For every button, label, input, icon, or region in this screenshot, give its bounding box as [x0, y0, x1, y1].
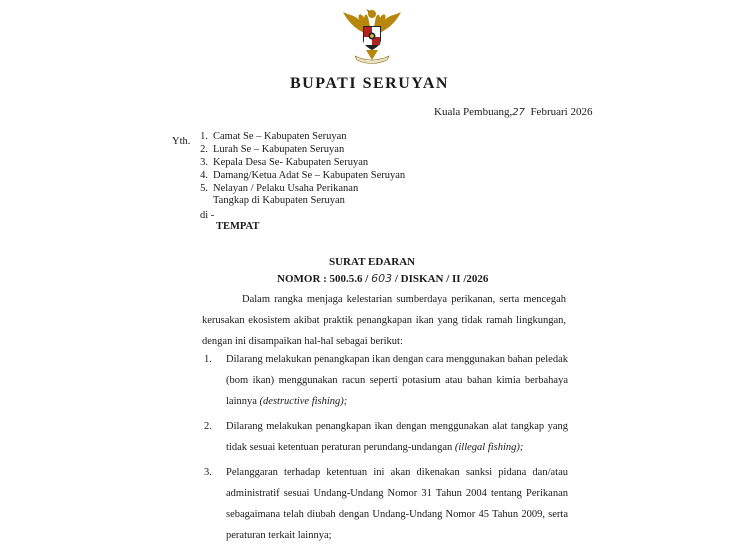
- provision-text: Dilarang melakukan penangkapan ikan dengan menggunakan alat tangkap yang tidak sesuai ketentuan peraturan perundang-undangan: [226, 421, 568, 453]
- letter-number: [277, 272, 488, 285]
- recipient-text: Kepala Desa Se- Kabupaten Seruyan: [213, 157, 369, 168]
- recipient-text: Damang/Ketua Adat Se – Kabupaten Seruyan: [213, 170, 406, 181]
- intro-paragraph: [202, 289, 566, 352]
- provision-list: [204, 349, 568, 550]
- recipient-text: Lurah Se – Kabupaten Seruyan: [213, 144, 345, 155]
- provision-item: [204, 462, 568, 546]
- number-prefix: NOMOR : 500.5.6 /: [277, 273, 369, 285]
- recipient-number: 1.: [200, 131, 208, 142]
- yth-label: Yth.: [172, 136, 191, 147]
- recipient-number: 3.: [200, 157, 208, 168]
- recipient-item: [196, 157, 368, 168]
- di-label: di -: [200, 210, 215, 221]
- recipient-number: 2.: [200, 144, 208, 155]
- handwritten-number: 603: [371, 272, 393, 285]
- provision-number: 3.: [204, 467, 212, 478]
- circular-title: SURAT EDARAN: [329, 256, 416, 268]
- recipient-item: [196, 183, 358, 194]
- recipient-text: Tangkap di Kabupaten Seruyan: [213, 195, 345, 206]
- recipient-number: 4.: [200, 170, 208, 181]
- provision-italic-term: (destructive fishing);: [259, 396, 348, 407]
- month-year-text: Februari 2026: [530, 106, 593, 118]
- recipient-item: [196, 131, 347, 142]
- place-text: Kuala Pembuang,: [434, 106, 513, 118]
- number-suffix: / DISKAN / II /2026: [394, 273, 489, 285]
- provision-number: 1.: [204, 354, 212, 365]
- tempat-label: TEMPAT: [216, 221, 260, 232]
- recipient-text: Nelayan / Pelaku Usaha Perikanan: [213, 183, 359, 194]
- document-title: BUPATI SERUYAN: [290, 75, 449, 92]
- recipient-number: 5.: [200, 183, 208, 194]
- recipient-item: [196, 170, 405, 181]
- provision-item: [204, 416, 568, 458]
- garuda-emblem-icon: [339, 6, 405, 66]
- place-date: [434, 106, 592, 118]
- provision-number: 2.: [204, 421, 212, 432]
- provision-italic-term: (illegal fishing);: [454, 442, 524, 453]
- provision-text: Dilarang melakukan penangkapan ikan dengan cara menggunakan bahan peledak (bom ikan) menggunakan racun seperti potasium atau bahan kimia berbahaya lainnya: [226, 354, 568, 407]
- handwritten-day: 27: [512, 107, 525, 118]
- recipient-text: Camat Se – Kabupaten Seruyan: [213, 131, 347, 142]
- provision-item: [204, 349, 568, 412]
- recipient-item: [196, 195, 345, 206]
- recipient-item: [196, 144, 344, 155]
- intro-text: Dalam rangka menjaga kelestarian sumberdaya perikanan, serta mencegah kerusakan ekosistem akibat praktik penangkapan ikan yang tidak ramah lingkungan, dengan ini disampaikan hal-hal sebagai berikut:: [202, 294, 566, 347]
- provision-text: Pelanggaran terhadap ketentuan ini akan dikenakan sanksi pidana dan/atau administratif sesuai Undang-Undang Nomor 31 Tahun 2004 tentang Perikanan sebagaimana telah diubah dengan Undang-Undang Nomor 45 Tahun 2009, serta peraturan terkait lainnya;: [226, 467, 568, 541]
